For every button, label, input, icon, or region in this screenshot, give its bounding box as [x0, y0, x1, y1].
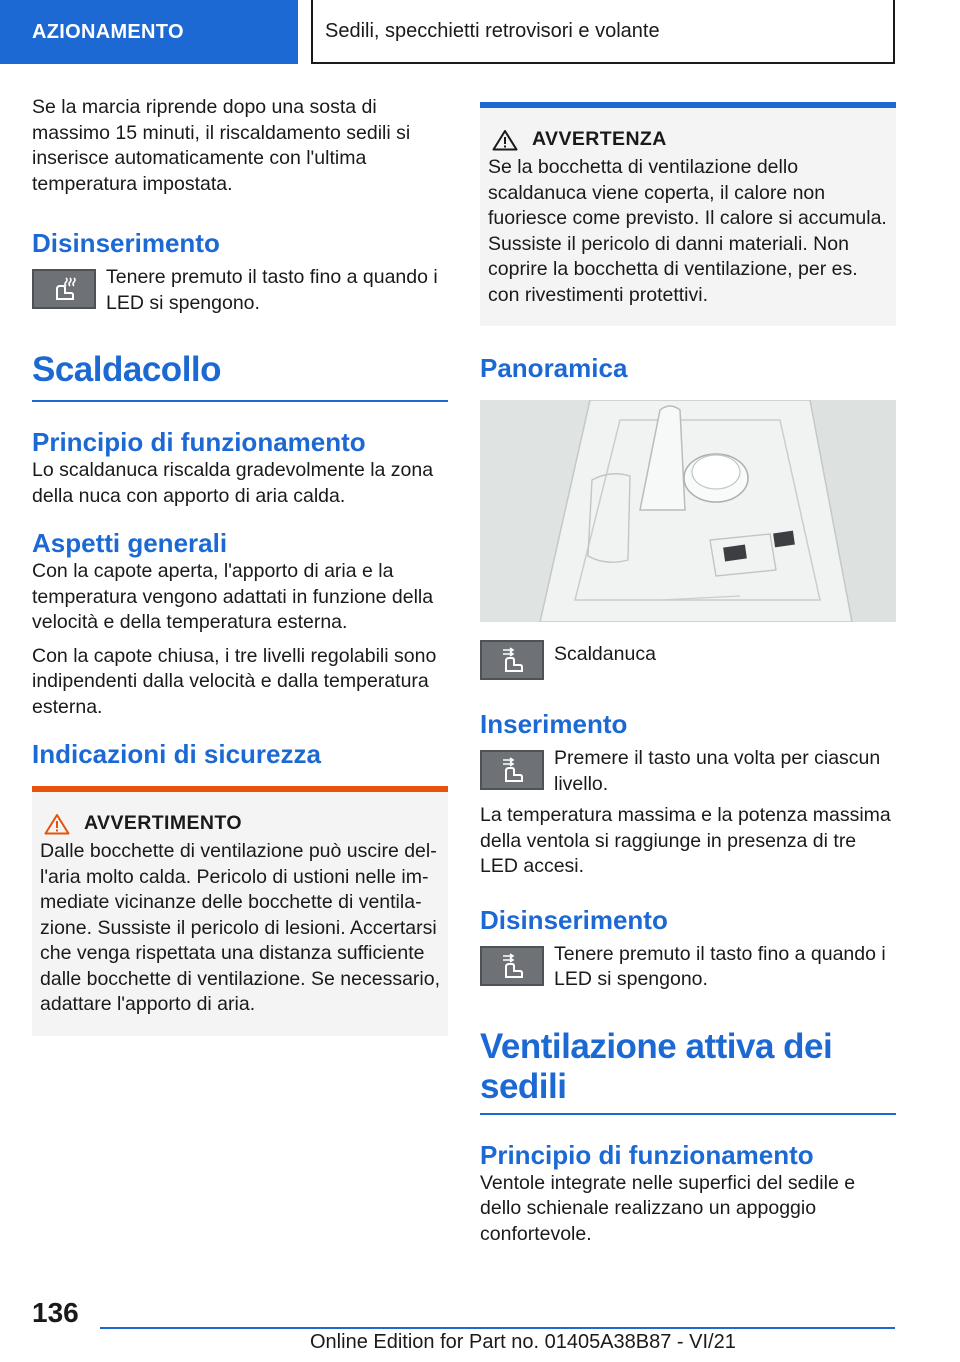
caution-title: AVVERTENZA	[532, 128, 667, 150]
disinserimento-text-2: Tenere premuto il tasto fino a quando i LED si spengono.	[554, 942, 886, 990]
disinserimento-text: Tenere premuto il tasto fino a quando i LED si spengono.	[106, 266, 438, 314]
heading-disinserimento: Disinserimento	[32, 228, 220, 258]
heading-rule	[480, 1113, 896, 1115]
disinserimento-row	[32, 265, 448, 316]
section-tab: AZIONAMENTO	[0, 0, 298, 64]
warning-title: AVVERTIMENTO	[84, 812, 242, 834]
heading-ventilazione: Ventilazione attiva dei sedili	[480, 1026, 833, 1106]
scaldanuca-row	[480, 640, 896, 680]
footer-edition: Online Edition for Part no. 01405A38B87 - VI/21	[310, 1331, 736, 1353]
inserimento-text-2: La temperatura massima e la potenza massima della ventola si raggiunge in presenza di tre LED accesi.	[480, 804, 891, 877]
heading-panoramica: Panoramica	[480, 353, 628, 383]
aspetti-text-1: Con la capote aperta, l'apporto di aria e la temperatura vengono adattati in funzione della velocità e della temperatura esterna.	[32, 560, 434, 633]
caution-text: Se la bocchetta di ventilazione dello scaldanuca viene coperta, il calore non fuoriesce come previsto. Il calore si accumula. Sussiste il pericolo di danni materiali. Non coprire la bocchetta di ventilazione, per es. con rivestimenti protettivi.	[488, 156, 887, 306]
neck-warmer-icon	[480, 640, 544, 680]
neck-warmer-icon	[480, 750, 544, 790]
center-console-image	[480, 400, 896, 622]
warning-box	[32, 786, 448, 1036]
heading-scaldacollo: Scaldacollo	[32, 350, 222, 389]
warning-text: Dalle bocchette di ventilazione può uscire dell'aria molto calda. Pericolo di ustioni nelle immediate vicinanze delle bocchette di ventilazione. Sussiste il pericolo di lesioni. Accertarsi che venga rispettata una distanza sufficiente dalle bocchette di ventilazione. Se necessario, adattare l'apporto di aria.	[40, 840, 440, 1015]
heading-disinserimento-2: Disinserimento	[480, 904, 668, 935]
disinserimento-row-2	[480, 942, 896, 993]
heading-inserimento: Inserimento	[480, 709, 628, 739]
heading-aspetti: Aspetti generali	[32, 528, 228, 558]
inserimento-row	[480, 746, 896, 797]
heading-rule	[32, 400, 448, 402]
principio-text: Lo scaldanuca riscalda gradevolmente la zona della nuca con apporto di aria calda.	[32, 459, 434, 507]
heading-principio-2: Principio di funzionamento	[480, 1139, 814, 1170]
heading-sicurezza: Indicazioni di sicurezza	[32, 739, 321, 769]
left-column	[32, 95, 448, 1036]
warning-triangle-icon	[492, 129, 518, 151]
scaldanuca-label: Scaldanuca	[554, 643, 656, 665]
inserimento-text: Premere il tasto una volta per ciascun livello.	[554, 747, 881, 795]
footer-rule	[100, 1327, 895, 1329]
right-column	[480, 102, 896, 1259]
heading-principio: Principio di funzionamento	[32, 427, 366, 457]
page-number: 136	[32, 1297, 79, 1328]
intro-paragraph: Se la marcia riprende dopo una sosta di massimo 15 minuti, il riscaldamento sedili si inserisce automaticamente con l'ultima temperatura impostata.	[32, 96, 411, 195]
caution-box	[480, 102, 896, 326]
aspetti-text-2: Con la capote chiusa, i tre livelli regolabili sono indipendenti dalla velocità e dalla temperatura esterna.	[32, 644, 437, 718]
neck-warmer-icon	[480, 946, 544, 986]
chapter-title: Sedili, specchietti retrovisori e volante	[311, 0, 895, 64]
warning-triangle-icon	[44, 813, 70, 835]
principio-text-2: Ventole integrate nelle superfici del sedile e dello schienale realizzano un appoggio confortevole.	[480, 1171, 856, 1245]
seat-heating-icon	[32, 269, 96, 309]
